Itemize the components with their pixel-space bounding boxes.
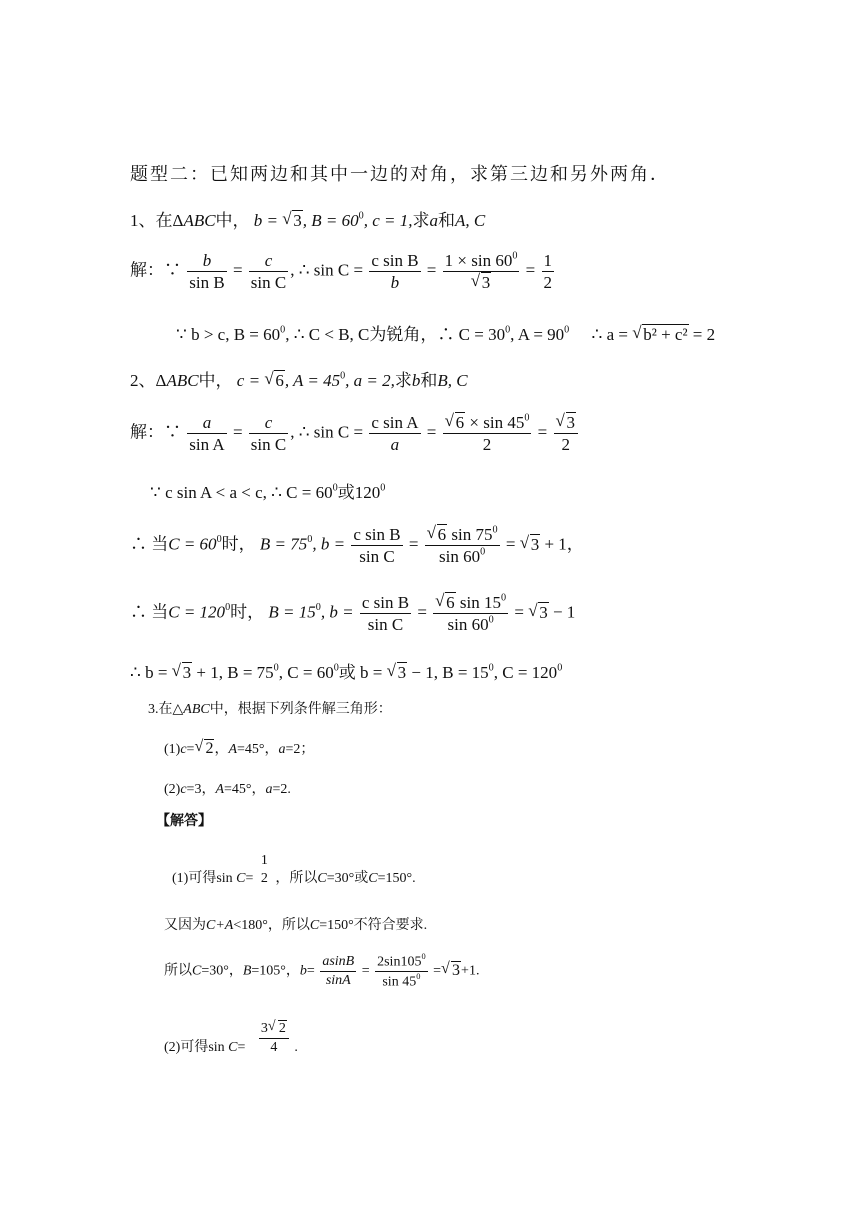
fraction-sqrt6-sin15-over-sin60: √ $\frac{6 \sin 15^0}{\sin 60^0}$ [433, 592, 508, 636]
solution-1-line-1: 解：∵ $\frac{b}{\text{sin B}}$ = $\frac{c}{\text{sin C}}$ , ∴ sin C = $\frac{\text{c sin B}}{b}$ = $1 \times \sin 60^0$ √ 3 = $\frac{1}{2}$ [130, 250, 556, 294]
problem-2: 2、ΔABC中， c = √ 6, $A = 45^0$, a = 2,求b和B, C [130, 366, 468, 391]
fraction-3sqrt2-over-4: $\frac{3√ 2}{4}$ [259, 1020, 289, 1056]
sqrt-6: √ 6 [264, 371, 285, 391]
conclusion-2: ∴ b = √ 3 + 1, $B = 75^0$, $C = 60^0$或 b = √ 3 − 1, $B = 15^0$, $C = 120^0$ [130, 658, 562, 683]
fraction-c-over-sinC-2: $\frac{c}{\text{sin C}}$ [250, 413, 287, 455]
fraction-csinB-over-sinC-2: $\frac{\text{c sin B}}{\text{sin C}}$ [361, 593, 410, 635]
solution-2-line-1: 解：∵ $\frac{a}{\text{sin A}}$ = $\frac{c}{\text{sin C}}$ , ∴ sin C = $\frac{\text{c sin A}}{a}$ = √ $\frac{6 \times \sin 45^0}{2}$ = √ $\frac{3}{2}$ [130, 412, 580, 456]
problem-3: 3.在△ABC中，根据下列条件解三角形： [148, 702, 392, 717]
fraction-a-over-sinA: $\frac{a}{\text{sin A}}$ [189, 413, 225, 455]
sqrt-3: √ 3 [282, 211, 303, 231]
fraction-sqrt6-sin75-over-sin60: √ $\frac{6 \sin 75^0}{\sin 60^0}$ [425, 524, 500, 568]
fraction-csinB-over-sinC: $\frac{\text{c sin B}}{\text{sin C}}$ [353, 525, 401, 567]
answer-line-2: 又因为C+A<180°，所以C=150°不符合要求. [164, 918, 428, 933]
problem-1: 1、在ΔABC中， b = √ 3, $B = 60^0$, c = 1,求a和A, C [130, 206, 485, 231]
fraction-one-half: $\frac{1}{2}$ [543, 251, 553, 293]
fraction-c-over-sinC: $\frac{c}{\text{sin C}}$ [250, 251, 287, 293]
problem-3-item-2: (2)c=3，A=45°，a=2. [164, 782, 291, 797]
fraction-b-over-sinB: $\frac{b}{\text{sin B}}$ [189, 251, 225, 293]
case-c-60: ∴ 当$C = 60^0$时， $B = 75^0$, b = $\frac{\text{c sin B}}{\text{sin C}}$ = √ $\frac{6 \sin 75^0}{\sin 60^0}$ = √ 3 + 1， [130, 524, 584, 568]
case-c-120: ∴ 当$C = 120^0$时， $B = 15^0$, b = $\frac{\text{c sin B}}{\text{sin C}}$ = √ $\frac{6 \sin 15^0}{\sin 60^0}$ = √ 3 − 1 [130, 592, 575, 636]
fraction-2sin105-over-sin45: $\frac{2\sin 105^0}{\sin 45^0}$ [377, 952, 426, 990]
fraction-sqrt3-over-2: √ $\frac{3}{2}$ [554, 412, 579, 456]
problem-1-number: 1、在 [130, 211, 173, 230]
section-title: 题型二：已知两边和其中一边的对角，求第三边和另外两角． [130, 164, 670, 185]
fraction-asinB-over-sinA: $\frac{asinB}{\sin A}$ [322, 954, 355, 988]
problem-2-number: 2、 [130, 371, 156, 390]
answer-line-3: 所以C=30°，B=105°，b= $\frac{asinB}{\sin A}$ = $\frac{2\sin 105^0}{\sin 45^0}$ =√ 3+1. [164, 952, 479, 991]
answer-heading: 【解答】 [156, 813, 212, 829]
sqrt-b2-c2: √ b² + c² [632, 325, 688, 345]
problem-3-item-1: (1)c=√ 2，A=45°，a=2； [164, 738, 314, 758]
fraction-csinB-over-b: $\frac{\text{c sin B}}{b}$ [371, 251, 419, 293]
answer-line-1: (1)可得sin C= 1 2 ，所以C=30°或C=150°. [172, 853, 416, 886]
fraction-csinA-over-a: $\frac{\text{c sin A}}{a}$ [371, 413, 419, 455]
fraction-sqrt6-sin45-over-2: √ $\frac{6 \times \sin 45^0}{2}$ [443, 412, 532, 456]
answer-line-4: (2)可得sin C= $\frac{3√ 2}{4}$ . [164, 1020, 298, 1056]
fraction-sin60-over-sqrt3: $1 \times \sin 60^0$ √ 3 [443, 250, 520, 294]
solution-1-line-2: ∵ b > c, $B = 60^0$, ∴ C < B, C为锐角，∴ $C = 30^0$, $A = 90^0$ ∴ a = √ b² + c² = 2 [176, 320, 715, 345]
solution-2-condition: ∵ c sin A < a < c, ∴ $C = 60^0$或$120^0$ [150, 482, 386, 502]
fraction-one-half-answer: 1 2 [260, 853, 268, 886]
